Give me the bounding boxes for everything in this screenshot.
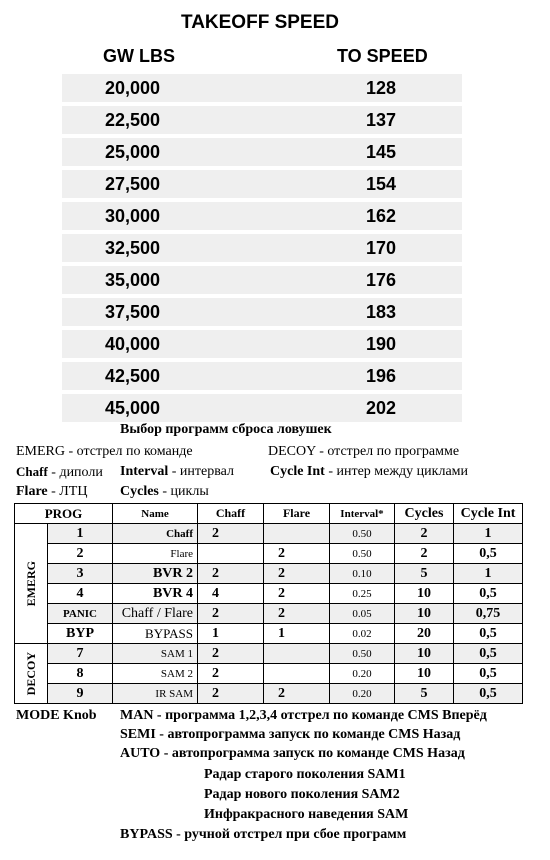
table-row bbox=[15, 564, 523, 584]
mode-man-text: MAN - программа 1,2,3,4 отстрел по команде CMS Вперёд bbox=[120, 708, 487, 723]
table-row bbox=[62, 394, 462, 422]
legend-emerg bbox=[16, 444, 193, 460]
group-label: DECOY bbox=[23, 651, 38, 696]
prog-name: Chaff bbox=[113, 524, 198, 544]
group-emerg bbox=[15, 524, 48, 644]
gw-cell: 20,000 bbox=[105, 78, 161, 98]
cycle-int-cell: 0,5 bbox=[454, 664, 523, 684]
gw-cell: 22,500 bbox=[105, 110, 161, 130]
group-label: EMERG bbox=[23, 560, 38, 607]
interval-cell: 0.50 bbox=[330, 544, 395, 564]
speed-cell: 145 bbox=[366, 142, 397, 162]
speed-cell: 196 bbox=[366, 366, 397, 386]
legend-text: - циклы bbox=[158, 484, 209, 499]
table-row bbox=[15, 584, 523, 604]
speed-cell: 202 bbox=[366, 398, 397, 418]
chaff-cell: 2 bbox=[198, 524, 264, 544]
legend-key: Cycles bbox=[120, 484, 159, 499]
speed-cell: 183 bbox=[366, 302, 397, 322]
gw-cell: 27,500 bbox=[105, 174, 161, 194]
chaff-cell: 2 bbox=[198, 564, 264, 584]
chaff-cell: 2 bbox=[198, 664, 264, 684]
cycles-cell: 20 bbox=[395, 624, 454, 644]
legend-text: - отстрел по программе bbox=[315, 444, 460, 459]
flare-header: Flare bbox=[264, 504, 330, 524]
legend-key: Flare bbox=[16, 484, 48, 499]
prog-name: SAM 2 bbox=[113, 664, 198, 684]
speed-cell: 128 bbox=[366, 78, 397, 98]
cycles-cell: 2 bbox=[395, 524, 454, 544]
mode-knob-label: MODE Knob bbox=[16, 708, 97, 723]
cycles-cell: 2 bbox=[395, 544, 454, 564]
interval-cell: 0.20 bbox=[330, 664, 395, 684]
legend-key: Cycle Int bbox=[270, 464, 325, 479]
sam2-text: Радар нового поколения SAM2 bbox=[204, 787, 400, 802]
prog-name: SAM 1 bbox=[113, 644, 198, 664]
speed-cell: 170 bbox=[366, 238, 397, 258]
prog-number: 7 bbox=[48, 644, 113, 664]
gw-cell: 25,000 bbox=[105, 142, 161, 162]
flare-cell bbox=[264, 524, 330, 544]
prog-number: PANIC bbox=[48, 604, 113, 624]
prog-name: Chaff / Flare bbox=[113, 604, 198, 624]
legend-key: Chaff bbox=[16, 464, 48, 479]
legend-interval bbox=[120, 464, 234, 480]
flare-cell: 2 bbox=[264, 684, 330, 704]
cycle-int-header: Cycle Int bbox=[454, 504, 523, 524]
table-row bbox=[62, 74, 462, 102]
table-row bbox=[62, 106, 462, 134]
table-header-row bbox=[15, 504, 523, 524]
table-row bbox=[62, 330, 462, 358]
table-row bbox=[62, 362, 462, 390]
interval-cell: 0.50 bbox=[330, 524, 395, 544]
prog-number: 4 bbox=[48, 584, 113, 604]
interval-cell: 0.50 bbox=[330, 644, 395, 664]
gw-cell: 37,500 bbox=[105, 302, 161, 322]
cycles-cell: 5 bbox=[395, 684, 454, 704]
mode-semi-text: SEMI - автопрограмма запуск по команде CMS Назад bbox=[120, 727, 461, 742]
prog-number: 9 bbox=[48, 684, 113, 704]
prog-name: Flare bbox=[113, 544, 198, 564]
speed-cell: 154 bbox=[366, 174, 397, 194]
table-row bbox=[62, 138, 462, 166]
takeoff-title: TAKEOFF SPEED bbox=[181, 12, 339, 33]
gw-cell: 30,000 bbox=[105, 206, 161, 226]
legend-cycles bbox=[120, 484, 209, 500]
table-row bbox=[15, 684, 523, 704]
table-row bbox=[15, 524, 523, 544]
prog-number: 3 bbox=[48, 564, 113, 584]
speed-cell: 190 bbox=[366, 334, 397, 354]
legend-decoy bbox=[268, 444, 459, 460]
chaff-cell: 4 bbox=[198, 584, 264, 604]
cycles-cell: 10 bbox=[395, 604, 454, 624]
prog-name: BVR 2 bbox=[113, 564, 198, 584]
flare-cell: 2 bbox=[264, 544, 330, 564]
table-row bbox=[62, 298, 462, 326]
cycle-int-cell: 0,5 bbox=[454, 644, 523, 664]
table-row bbox=[62, 170, 462, 198]
prog-number: 2 bbox=[48, 544, 113, 564]
chaff-header: Chaff bbox=[198, 504, 264, 524]
cycle-int-cell: 0,5 bbox=[454, 544, 523, 564]
bypass-text: BYPASS - ручной отстрел при сбое программ bbox=[120, 827, 407, 842]
name-header: Name bbox=[113, 504, 198, 524]
legend-text: - интер между циклами bbox=[324, 464, 469, 479]
cycle-int-cell: 0,75 bbox=[454, 604, 523, 624]
interval-cell: 0.10 bbox=[330, 564, 395, 584]
cycles-cell: 10 bbox=[395, 644, 454, 664]
chaff-cell bbox=[198, 544, 264, 564]
flare-cell: 2 bbox=[264, 604, 330, 624]
table-row bbox=[62, 202, 462, 230]
interval-cell: 0.05 bbox=[330, 604, 395, 624]
flare-cell bbox=[264, 664, 330, 684]
sam1-text: Радар старого поколения SAM1 bbox=[204, 767, 406, 782]
cycles-cell: 10 bbox=[395, 584, 454, 604]
flare-cell bbox=[264, 644, 330, 664]
gw-cell: 40,000 bbox=[105, 334, 161, 354]
gw-column-header: GW LBS bbox=[103, 46, 175, 66]
gw-cell: 35,000 bbox=[105, 270, 161, 290]
cycle-int-cell: 1 bbox=[454, 524, 523, 544]
speed-cell: 176 bbox=[366, 270, 397, 290]
cycle-int-cell: 0,5 bbox=[454, 684, 523, 704]
interval-cell: 0.20 bbox=[330, 684, 395, 704]
interval-header: Interval* bbox=[330, 504, 395, 524]
cms-title: Выбор программ сброса ловушек bbox=[120, 422, 332, 437]
chaff-cell: 2 bbox=[198, 684, 264, 704]
cycles-cell: 10 bbox=[395, 664, 454, 684]
chaff-cell: 2 bbox=[198, 604, 264, 624]
interval-cell: 0.25 bbox=[330, 584, 395, 604]
legend-key: DECOY bbox=[268, 444, 316, 459]
chaff-cell: 2 bbox=[198, 644, 264, 664]
table-row bbox=[15, 664, 523, 684]
legend-cycle-int bbox=[270, 464, 468, 480]
legend-text: - интервал bbox=[168, 464, 234, 479]
mode-auto-text: AUTO - автопрограмма запуск по команде CMS Назад bbox=[120, 746, 465, 761]
legend-text: - ЛТЦ bbox=[47, 484, 88, 499]
takeoff-speed-table bbox=[62, 74, 462, 426]
gw-cell: 42,500 bbox=[105, 366, 161, 386]
cycle-int-cell: 1 bbox=[454, 564, 523, 584]
cycles-header: Cycles bbox=[395, 504, 454, 524]
chaff-cell: 1 bbox=[198, 624, 264, 644]
legend-chaff bbox=[16, 464, 103, 481]
table-row bbox=[62, 266, 462, 294]
interval-cell: 0.02 bbox=[330, 624, 395, 644]
prog-name: IR SAM bbox=[113, 684, 198, 704]
prog-name: BYPASS bbox=[113, 624, 198, 644]
legend-flare bbox=[16, 484, 87, 500]
cycles-cell: 5 bbox=[395, 564, 454, 584]
table-row bbox=[15, 544, 523, 564]
gw-cell: 32,500 bbox=[105, 238, 161, 258]
speed-cell: 137 bbox=[366, 110, 397, 130]
table-row bbox=[15, 624, 523, 644]
cycle-int-cell: 0,5 bbox=[454, 624, 523, 644]
legend-key: EMERG bbox=[16, 444, 65, 459]
prog-number: 8 bbox=[48, 664, 113, 684]
prog-name: BVR 4 bbox=[113, 584, 198, 604]
prog-number: 1 bbox=[48, 524, 113, 544]
table-row bbox=[62, 234, 462, 262]
legend-text: - диполи bbox=[47, 465, 103, 480]
irsam-text: Инфракрасного наведения SAM bbox=[204, 807, 409, 822]
legend-key: Interval bbox=[120, 464, 169, 479]
legend-text: - отстрел по команде bbox=[65, 444, 193, 459]
group-decoy bbox=[15, 644, 48, 704]
cycle-int-cell: 0,5 bbox=[454, 584, 523, 604]
table-row bbox=[15, 644, 523, 664]
flare-cell: 2 bbox=[264, 564, 330, 584]
gw-cell: 45,000 bbox=[105, 398, 161, 418]
table-row bbox=[15, 604, 523, 624]
prog-header: PROG bbox=[15, 504, 113, 524]
prog-number: BYP bbox=[48, 624, 113, 644]
flare-cell: 2 bbox=[264, 584, 330, 604]
cms-program-table bbox=[14, 503, 523, 704]
speed-cell: 162 bbox=[366, 206, 397, 226]
speed-column-header: TO SPEED bbox=[337, 46, 428, 66]
flare-cell: 1 bbox=[264, 624, 330, 644]
